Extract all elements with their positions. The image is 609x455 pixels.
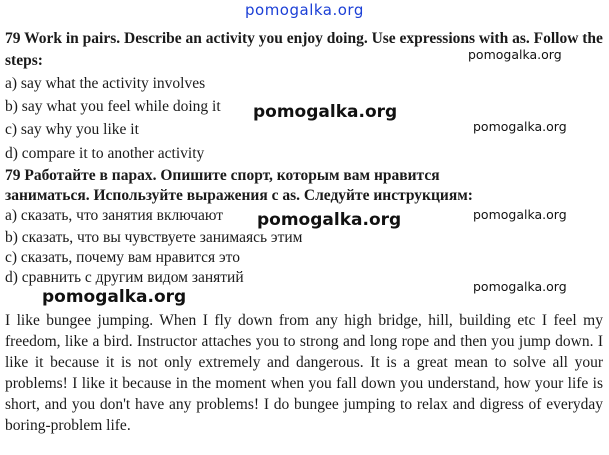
- task-heading-ru-line2: заниматься. Используйте выражения с as. Следуйте инструкциям:: [5, 187, 473, 204]
- answer-paragraph: I like bungee jumping. When I fly down from any high bridge, hill, building etc I feel my freedom, like a bird. Instructor attaches you to strong and long rope and then you jump down. I like it because it is not only extremely and dangerous. It is a great mean to solve all your problems! I like it because in the moment when you fall down you understand, how your life is short, and you don't have any problems! I do bungee jumping to relax and digress of everyday boring-problem life.: [5, 312, 603, 434]
- watermark: pomogalka.org: [468, 47, 562, 62]
- watermark: pomogalka.org: [253, 102, 398, 122]
- watermark: pomogalka.org: [473, 207, 567, 222]
- task-step-c-en: c) say why you like it: [5, 121, 139, 138]
- task-heading-ru-line1: 79 Работайте в парах. Опишите спорт, которым вам нравится: [5, 167, 440, 184]
- task-heading-en: 79 Work in pairs. Describe an activity you enjoy doing. Use expressions with as. Follow the steps:: [5, 30, 603, 69]
- watermark: pomogalka.org: [257, 210, 402, 230]
- watermark-top: pomogalka.org: [245, 1, 364, 19]
- watermark: pomogalka.org: [473, 119, 567, 134]
- task-step-b-en: b) say what you feel while doing it: [5, 98, 221, 115]
- task-step-b-ru: b) сказать, что вы чувствуете занимаясь этим: [5, 229, 303, 246]
- task-step-a-en: a) say what the activity involves: [5, 75, 206, 92]
- task-step-c-ru: с) сказать, почему вам нравится это: [5, 249, 240, 266]
- watermark: pomogalka.org: [42, 287, 187, 307]
- task-step-d-en: d) compare it to another activity: [5, 145, 205, 162]
- watermark: pomogalka.org: [473, 279, 567, 294]
- task-step-d-ru: d) сравнить с другим видом занятий: [5, 269, 244, 286]
- task-step-a-ru: а) сказать, что занятия включают: [5, 207, 224, 224]
